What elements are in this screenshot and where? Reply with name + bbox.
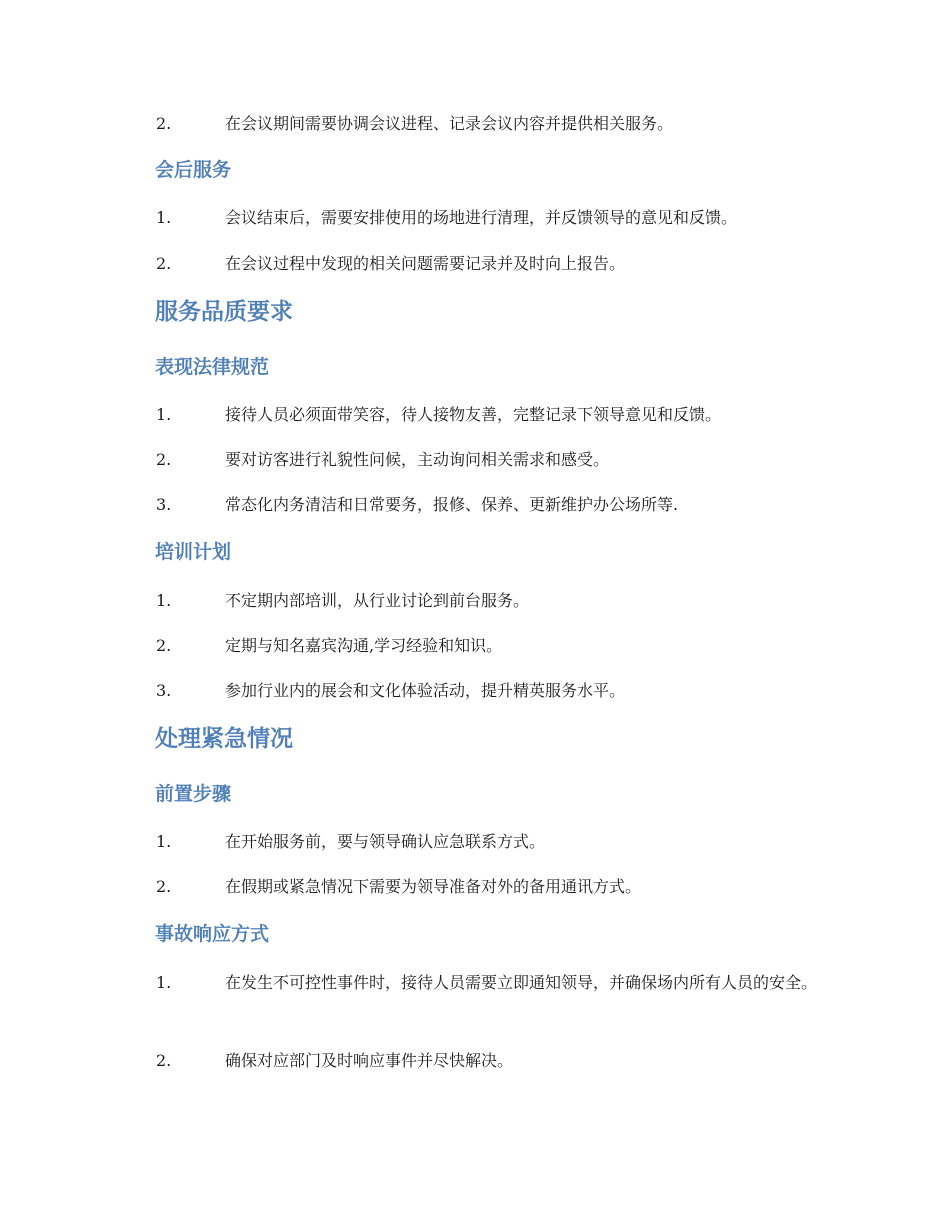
list-number: 2. bbox=[156, 254, 172, 273]
list-number: 1. bbox=[156, 973, 172, 992]
list-item-text: 在会议过程中发现的相关问题需要记录并及时向上报告。 bbox=[225, 254, 626, 273]
list-item-text: 不定期内部培训，从行业讨论到前台服务。 bbox=[225, 591, 530, 610]
list-item-text: 在假期或紧急情况下需要为领导准备对外的备用通讯方式。 bbox=[225, 877, 642, 896]
list-item-text: 参加行业内的展会和文化体验活动，提升精英服务水平。 bbox=[225, 681, 626, 700]
list-number: 3. bbox=[156, 495, 172, 514]
chapter-title-service-quality: 服务品质要求 bbox=[155, 299, 293, 325]
section-heading-training: 培训计划 bbox=[155, 541, 232, 563]
chapter-title-emergency: 处理紧急情况 bbox=[155, 726, 293, 752]
section-heading-response: 事故响应方式 bbox=[155, 923, 270, 945]
section-heading-after-meeting: 会后服务 bbox=[155, 159, 232, 181]
list-number: 1. bbox=[156, 591, 172, 610]
list-number: 2. bbox=[156, 1051, 172, 1070]
list-item-text: 会议结束后，需要安排使用的场地进行清理，并反馈领导的意见和反馈。 bbox=[225, 208, 738, 227]
list-item-text: 确保对应部门及时响应事件并尽快解决。 bbox=[225, 1051, 514, 1070]
list-item-text: 要对访客进行礼貌性问候，主动询问相关需求和感受。 bbox=[225, 450, 610, 469]
list-item-text: 定期与知名嘉宾沟通,学习经验和知识。 bbox=[225, 636, 503, 655]
list-item-text: 在开始服务前，要与领导确认应急联系方式。 bbox=[225, 832, 546, 851]
list-item-text: 在会议期间需要协调会议进程、记录会议内容并提供相关服务。 bbox=[225, 114, 674, 133]
list-number: 3. bbox=[156, 681, 172, 700]
list-number: 2. bbox=[156, 877, 172, 896]
list-number: 1. bbox=[156, 208, 172, 227]
list-number: 2. bbox=[156, 636, 172, 655]
list-number: 1. bbox=[156, 832, 172, 851]
list-number: 2. bbox=[156, 450, 172, 469]
list-item-text: 常态化内务清洁和日常要务，报修、保养、更新维护办公场所等. bbox=[225, 495, 679, 514]
list-item-text: 在发生不可控性事件时，接待人员需要立即通知领导，并确保场内所有人员的安全。 bbox=[225, 973, 818, 992]
section-heading-prep: 前置步骤 bbox=[155, 783, 232, 805]
section-heading-conduct: 表现法律规范 bbox=[155, 356, 270, 378]
list-number: 1. bbox=[156, 405, 172, 424]
list-number: 2. bbox=[156, 114, 172, 133]
list-item-text: 接待人员必须面带笑容，待人接物友善，完整记录下领导意见和反馈。 bbox=[225, 405, 722, 424]
